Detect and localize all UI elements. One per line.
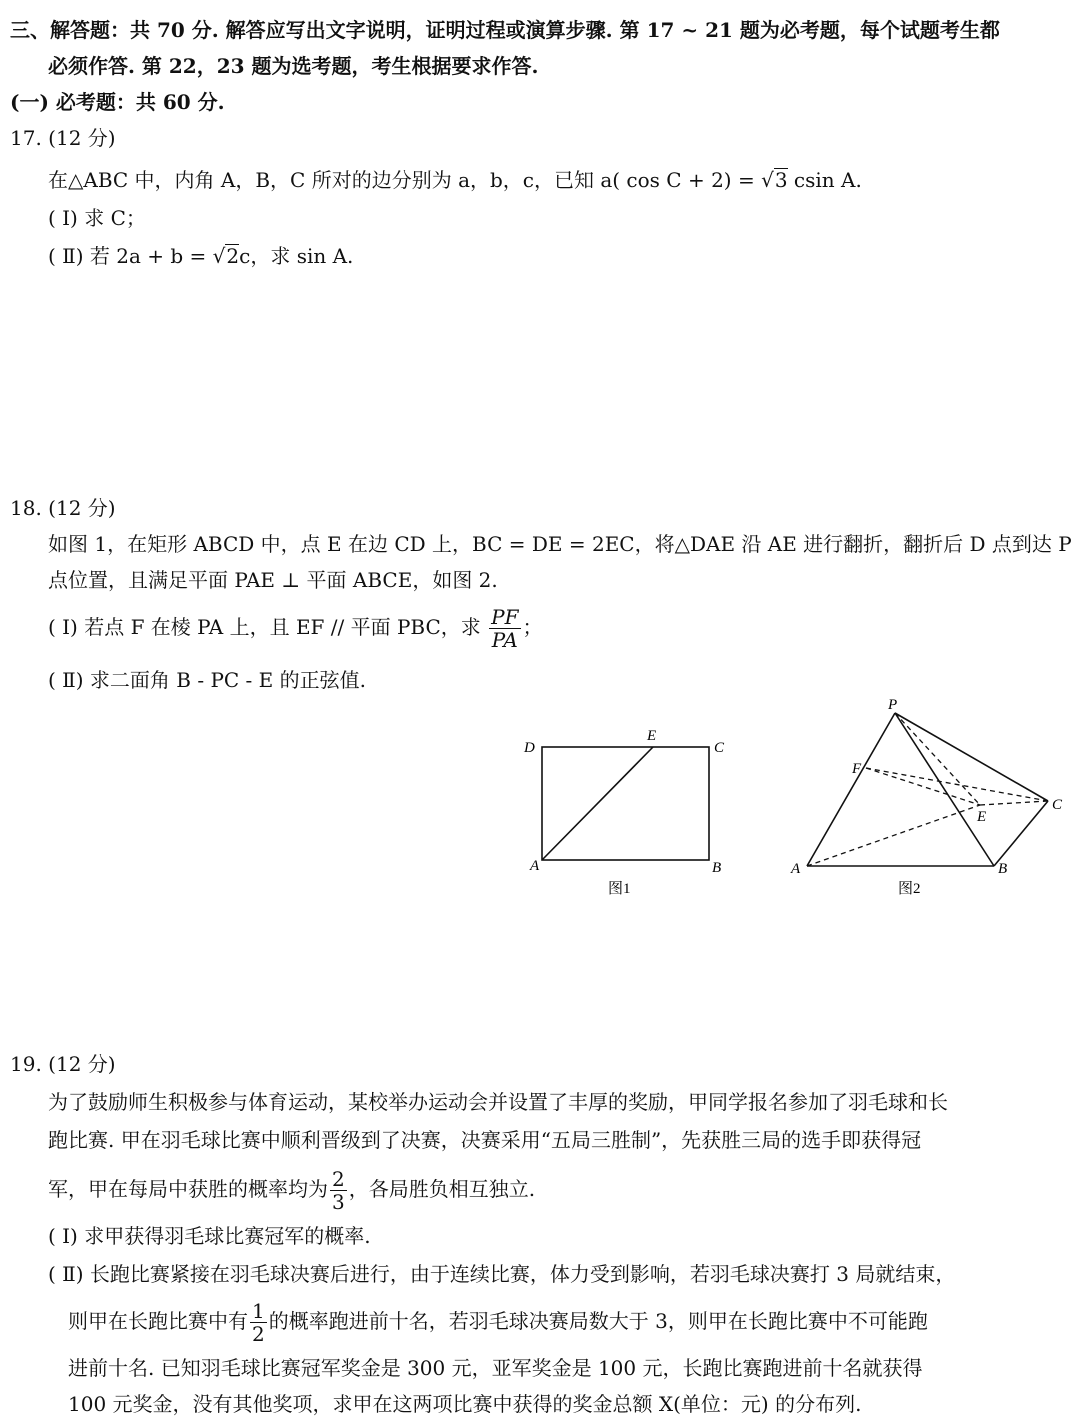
figure-1-caption: 图1 — [608, 881, 631, 897]
q18-part1 — [48, 606, 543, 651]
q18-part1-text-b: ； — [522, 615, 543, 639]
q17-number: 17. (12 分) — [10, 126, 116, 150]
fraction-denominator: 2 — [252, 1322, 265, 1346]
fraction-denominator: 3 — [332, 1190, 345, 1214]
edge-pa — [807, 713, 895, 866]
q18-part1-text-a: ( Ⅰ) 若点 F 在棱 PA 上，且 EF // 平面 PBC，求 — [48, 615, 481, 639]
section-instructions-cont: 必须作答. 第 22，23 题为选考题，考生根据要求作答. — [48, 54, 539, 78]
q18-number: 18. (12 分) — [10, 496, 116, 520]
q18-part2: ( Ⅱ) 求二面角 B - PC - E 的正弦值. — [48, 668, 366, 692]
rect-abcd — [542, 747, 709, 860]
q18-part1-fraction — [489, 606, 520, 651]
sqrt-symbol: √ — [212, 244, 226, 268]
q19-part2-line3: 进前十名. 已知羽毛球比赛冠军奖金是 300 元，亚军奖金是 100 元，长跑比赛跑进前十名就获得 — [68, 1356, 923, 1380]
segment-ae — [542, 747, 653, 860]
q17-part2 — [48, 242, 353, 270]
sqrt-symbol: √ — [761, 168, 774, 192]
section-title: (一) 必考题：共 60 分. — [10, 90, 225, 114]
q17-stem-sqrt: 3 — [774, 168, 788, 192]
label-c: C — [1052, 797, 1063, 813]
fraction-numerator: 1 — [252, 1299, 265, 1323]
label-a: A — [791, 861, 801, 877]
q19-stem-line3 — [48, 1168, 535, 1213]
section-instructions: 三、解答题：共 70 分. 解答应写出文字说明，证明过程或演算步骤. 第 17 ~ 21 题为必考题，每个试题考生都 — [10, 18, 1000, 42]
label-f: F — [852, 761, 862, 777]
q19-part2-line1: ( Ⅱ) 长跑比赛紧接在羽毛球决赛后进行，由于连续比赛，体力受到影响，若羽毛球决赛打 3 局就结束， — [48, 1262, 956, 1286]
figure-2-pyramid — [780, 695, 1070, 905]
q19-stem-fraction — [330, 1168, 347, 1213]
q17-part2-sqrt: 2 — [226, 244, 240, 268]
figure-1-rectangle — [510, 720, 750, 900]
fraction-numerator: 2 — [332, 1167, 345, 1191]
label-c: C — [714, 740, 725, 756]
label-e: E — [647, 728, 657, 744]
q19-part2-text-b: 的概率跑进前十名，若羽毛球决赛局数大于 3，则甲在长跑比赛中不可能跑 — [268, 1309, 928, 1333]
label-b: B — [998, 861, 1008, 877]
q17-part2-text-a: ( Ⅱ) 若 2a + b = — [48, 244, 207, 268]
figure-2-caption: 图2 — [898, 881, 921, 897]
q17-stem — [48, 166, 862, 194]
q17-part2-text-b: c，求 sin A. — [239, 244, 354, 268]
label-b: B — [712, 860, 722, 876]
edge-ae — [807, 805, 980, 866]
q19-stem3-text-a: 军，甲在每局中获胜的概率均为 — [48, 1177, 328, 1201]
fraction-numerator: PF — [491, 605, 519, 629]
fraction-denominator: PA — [491, 628, 518, 652]
q17-stem-text-b: csin A. — [793, 168, 862, 192]
q19-part1: ( Ⅰ) 求甲获得羽毛球比赛冠军的概率. — [48, 1224, 371, 1248]
label-a: A — [530, 858, 540, 874]
edge-ec — [980, 801, 1048, 805]
edge-bc — [994, 801, 1048, 866]
q19-stem3-text-b: ，各局胜负相互独立. — [348, 1177, 536, 1201]
label-e: E — [977, 809, 987, 825]
q17-stem-text-a: 在△ABC 中，内角 A，B，C 所对的边分别为 a，b，c，已知 a( cos C + 2) = — [48, 168, 755, 192]
q19-stem-line2: 跑比赛. 甲在羽毛球比赛中顺利晋级到了决赛，决赛采用“五局三胜制”，先获胜三局的选手即获得冠 — [48, 1128, 922, 1152]
edge-pb — [895, 713, 994, 866]
q19-part2-text-a: 则甲在长跑比赛中有 — [68, 1309, 248, 1333]
q19-stem-line1: 为了鼓励师生积极参与体育运动，某校举办运动会并设置了丰厚的奖励，甲同学报名参加了羽毛球和长 — [48, 1090, 948, 1114]
q19-part2-line4: 100 元奖金，没有其他奖项，求甲在这两项比赛中获得的奖金总额 X(单位：元) 的分布列. — [68, 1392, 862, 1416]
edge-pc — [895, 713, 1048, 801]
label-d: D — [524, 740, 535, 756]
q19-number: 19. (12 分) — [10, 1052, 116, 1076]
q18-stem-line1: 如图 1，在矩形 ABCD 中，点 E 在边 CD 上，BC = DE = 2EC，将△DAE 沿 AE 进行翻折，翻折后 D 点到达 P — [48, 532, 1072, 556]
q17-part1: ( Ⅰ) 求 C； — [48, 206, 146, 230]
q18-stem-line2: 点位置，且满足平面 PAE ⊥ 平面 ABCE，如图 2. — [48, 568, 498, 592]
q19-part2-fraction — [250, 1300, 267, 1345]
q19-part2-line2 — [68, 1300, 928, 1345]
label-p: P — [888, 697, 898, 713]
